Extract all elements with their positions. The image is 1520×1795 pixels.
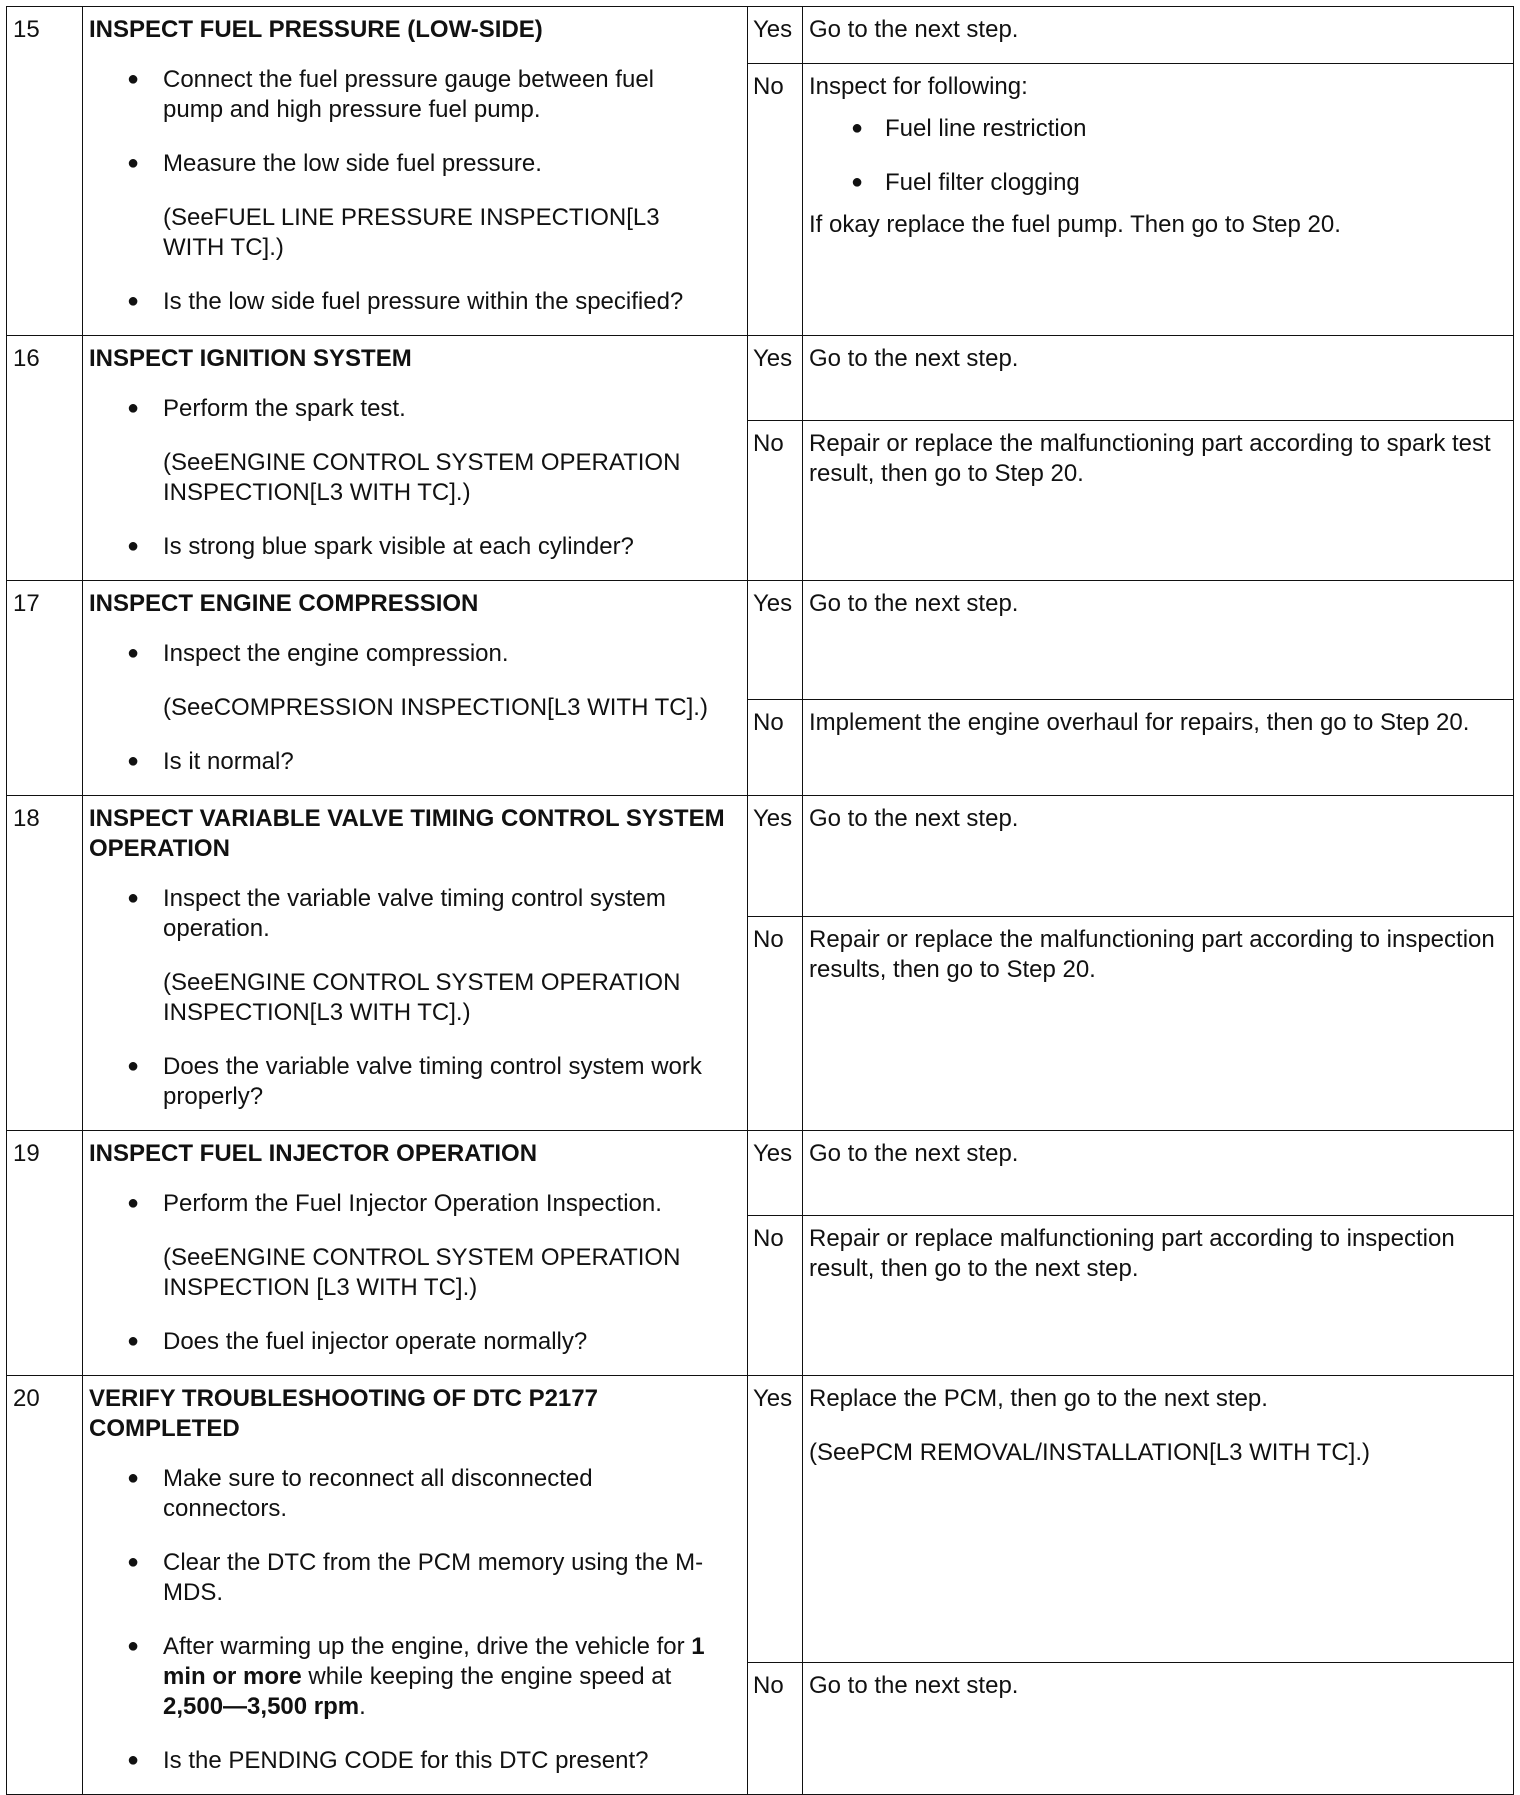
step-instructions bbox=[83, 49, 747, 335]
yes-label-cell bbox=[748, 336, 803, 421]
step-number: 20 bbox=[13, 1385, 40, 1412]
yes-label: Yes bbox=[753, 1140, 793, 1167]
step-action-cell bbox=[83, 1376, 748, 1795]
reference-note: (SeeENGINE CONTROL SYSTEM OPERATION INSPECTION[L3 WITH TC].) bbox=[163, 969, 681, 1026]
step-title: INSPECT FUEL INJECTOR OPERATION bbox=[89, 1140, 538, 1167]
step-instructions bbox=[83, 1173, 747, 1375]
step-number-cell bbox=[7, 1131, 83, 1376]
reference-note: (SeeENGINE CONTROL SYSTEM OPERATION INSPECTION [L3 WITH TC].) bbox=[163, 1244, 681, 1301]
instruction-question: ● Does the fuel injector operate normally? bbox=[83, 1315, 747, 1369]
instruction-question: ● Is the PENDING CODE for this DTC present? bbox=[83, 1734, 747, 1788]
yes-result: Go to the next step. bbox=[809, 345, 1019, 372]
instruction-emphasis: 1 min or more bbox=[163, 1633, 705, 1690]
yes-result-note: (SeePCM REMOVAL/INSTALLATION[L3 WITH TC].) bbox=[809, 1439, 1370, 1466]
diagnostic-procedure-table bbox=[6, 6, 1514, 1795]
yes-label: Yes bbox=[753, 345, 793, 372]
instruction-item: ● Make sure to reconnect all disconnected connectors. bbox=[83, 1452, 747, 1536]
step-action-cell bbox=[83, 796, 748, 1131]
yes-result-cell bbox=[803, 336, 1514, 421]
yes-label: Yes bbox=[753, 805, 793, 832]
instruction-item: ● Perform the Fuel Injector Operation Inspection. bbox=[83, 1177, 747, 1231]
no-result-list bbox=[809, 102, 1507, 210]
step-action-cell bbox=[83, 1131, 748, 1376]
no-label: No bbox=[753, 926, 784, 953]
step-title: INSPECT VARIABLE VALVE TIMING CONTROL SYSTEM OPERATION bbox=[89, 805, 725, 862]
step-instructions bbox=[83, 378, 747, 580]
yes-result: Go to the next step. bbox=[809, 16, 1019, 43]
no-result: Go to the next step. bbox=[809, 1672, 1019, 1699]
step-instructions bbox=[83, 623, 747, 795]
no-label-cell bbox=[748, 917, 803, 1131]
no-result-cell bbox=[803, 1663, 1514, 1795]
reference-note: (SeeENGINE CONTROL SYSTEM OPERATION INSPECTION[L3 WITH TC].) bbox=[163, 449, 681, 506]
yes-label: Yes bbox=[753, 1385, 793, 1412]
yes-label: Yes bbox=[753, 16, 793, 43]
no-result-intro: Inspect for following: bbox=[809, 72, 1028, 100]
step-action-cell bbox=[83, 7, 748, 336]
step-row-17 bbox=[7, 581, 1514, 700]
step-row-20 bbox=[7, 1376, 1514, 1663]
no-result bbox=[803, 64, 1513, 246]
no-result-cell bbox=[803, 421, 1514, 581]
no-label-cell bbox=[748, 421, 803, 581]
no-result-item: ● Fuel filter clogging bbox=[809, 156, 1507, 210]
no-result: Implement the engine overhaul for repairs, then go to Step 20. bbox=[809, 709, 1470, 736]
instruction-item: ● Inspect the engine compression. bbox=[83, 627, 747, 681]
no-label: No bbox=[753, 1672, 784, 1699]
step-number-cell bbox=[7, 7, 83, 336]
yes-result-cell bbox=[803, 796, 1514, 917]
no-label-cell bbox=[748, 1216, 803, 1376]
no-result: Repair or replace malfunctioning part according to inspection result, then go to the next step. bbox=[809, 1225, 1455, 1282]
yes-label-cell bbox=[748, 581, 803, 700]
yes-result: Go to the next step. bbox=[809, 1140, 1019, 1167]
step-number-cell bbox=[7, 336, 83, 581]
step-number-cell bbox=[7, 581, 83, 796]
no-result: Repair or replace the malfunctioning part according to inspection results, then go to Step 20. bbox=[809, 926, 1495, 983]
instruction-question: ● Is the low side fuel pressure within the specified? bbox=[83, 275, 747, 329]
instruction-item: ● Clear the DTC from the PCM memory using the M-MDS. bbox=[83, 1536, 747, 1620]
yes-label-cell bbox=[748, 1131, 803, 1216]
step-row-19 bbox=[7, 1131, 1514, 1216]
no-label: No bbox=[753, 72, 784, 100]
step-action-cell bbox=[83, 336, 748, 581]
no-label: No bbox=[753, 430, 784, 457]
step-action-cell bbox=[83, 581, 748, 796]
instruction-item: ● Inspect the variable valve timing control system operation. bbox=[83, 872, 747, 956]
step-instructions bbox=[83, 868, 747, 1130]
step-row-16 bbox=[7, 336, 1514, 421]
no-label: No bbox=[753, 1225, 784, 1252]
no-label-cell bbox=[748, 700, 803, 796]
no-result-cell bbox=[803, 917, 1514, 1131]
yes-result: Go to the next step. bbox=[809, 805, 1019, 832]
yes-result: Go to the next step. bbox=[809, 590, 1019, 617]
step-number: 18 bbox=[13, 805, 40, 832]
yes-label-cell bbox=[748, 1376, 803, 1663]
yes-label-cell bbox=[748, 796, 803, 917]
instruction-text: . bbox=[359, 1693, 366, 1720]
instruction-emphasis: 2,500—3,500 rpm bbox=[163, 1693, 360, 1720]
yes-result-cell bbox=[803, 581, 1514, 700]
no-result-cell bbox=[803, 63, 1514, 335]
no-result-cell bbox=[803, 700, 1514, 796]
step-number: 19 bbox=[13, 1140, 40, 1167]
instruction-text: After warming up the engine, drive the vehicle for bbox=[163, 1633, 692, 1660]
no-result-note: If okay replace the fuel pump. Then go to Step 20. bbox=[809, 210, 1341, 238]
yes-result-cell bbox=[803, 7, 1514, 64]
instruction-text: while keeping the engine speed at bbox=[301, 1663, 672, 1690]
step-number-cell bbox=[7, 1376, 83, 1795]
yes-result-text: Replace the PCM, then go to the next step. bbox=[809, 1385, 1268, 1412]
instruction-question: ● Does the variable valve timing control system work properly? bbox=[83, 1040, 747, 1124]
step-title: INSPECT FUEL PRESSURE (LOW-SIDE) bbox=[89, 16, 543, 43]
yes-label-cell bbox=[748, 7, 803, 64]
step-title: INSPECT ENGINE COMPRESSION bbox=[89, 590, 479, 617]
no-result: Repair or replace the malfunctioning part according to spark test result, then go to Step 20. bbox=[809, 430, 1491, 487]
step-title: VERIFY TROUBLESHOOTING OF DTC P2177 COMPLETED bbox=[89, 1385, 598, 1442]
step-number: 15 bbox=[13, 16, 40, 43]
yes-result-cell bbox=[803, 1131, 1514, 1216]
no-label-cell bbox=[748, 1663, 803, 1795]
yes-result bbox=[803, 1376, 1513, 1474]
no-label: No bbox=[753, 709, 784, 736]
step-row-15 bbox=[7, 7, 1514, 64]
instruction-item: ● Perform the spark test. bbox=[83, 382, 747, 436]
instruction-item bbox=[83, 1620, 747, 1734]
step-number: 17 bbox=[13, 590, 40, 617]
no-label-cell bbox=[748, 63, 803, 335]
no-result-cell bbox=[803, 1216, 1514, 1376]
yes-result-cell bbox=[803, 1376, 1514, 1663]
step-number: 16 bbox=[13, 345, 40, 372]
step-title: INSPECT IGNITION SYSTEM bbox=[89, 345, 412, 372]
instruction-item: ● Connect the fuel pressure gauge between fuel pump and high pressure fuel pump. bbox=[83, 53, 747, 137]
instruction-item: ● Measure the low side fuel pressure. bbox=[83, 137, 747, 191]
yes-label: Yes bbox=[753, 590, 793, 617]
step-number-cell bbox=[7, 796, 83, 1131]
instruction-question: ● Is it normal? bbox=[83, 735, 747, 789]
step-instructions bbox=[83, 1448, 747, 1794]
step-row-18 bbox=[7, 796, 1514, 917]
reference-note: (SeeFUEL LINE PRESSURE INSPECTION[L3 WITH TC].) bbox=[163, 204, 660, 261]
no-result-item: ● Fuel line restriction bbox=[809, 102, 1507, 156]
reference-note: (SeeCOMPRESSION INSPECTION[L3 WITH TC].) bbox=[163, 694, 708, 721]
instruction-question: ● Is strong blue spark visible at each cylinder? bbox=[83, 520, 747, 574]
